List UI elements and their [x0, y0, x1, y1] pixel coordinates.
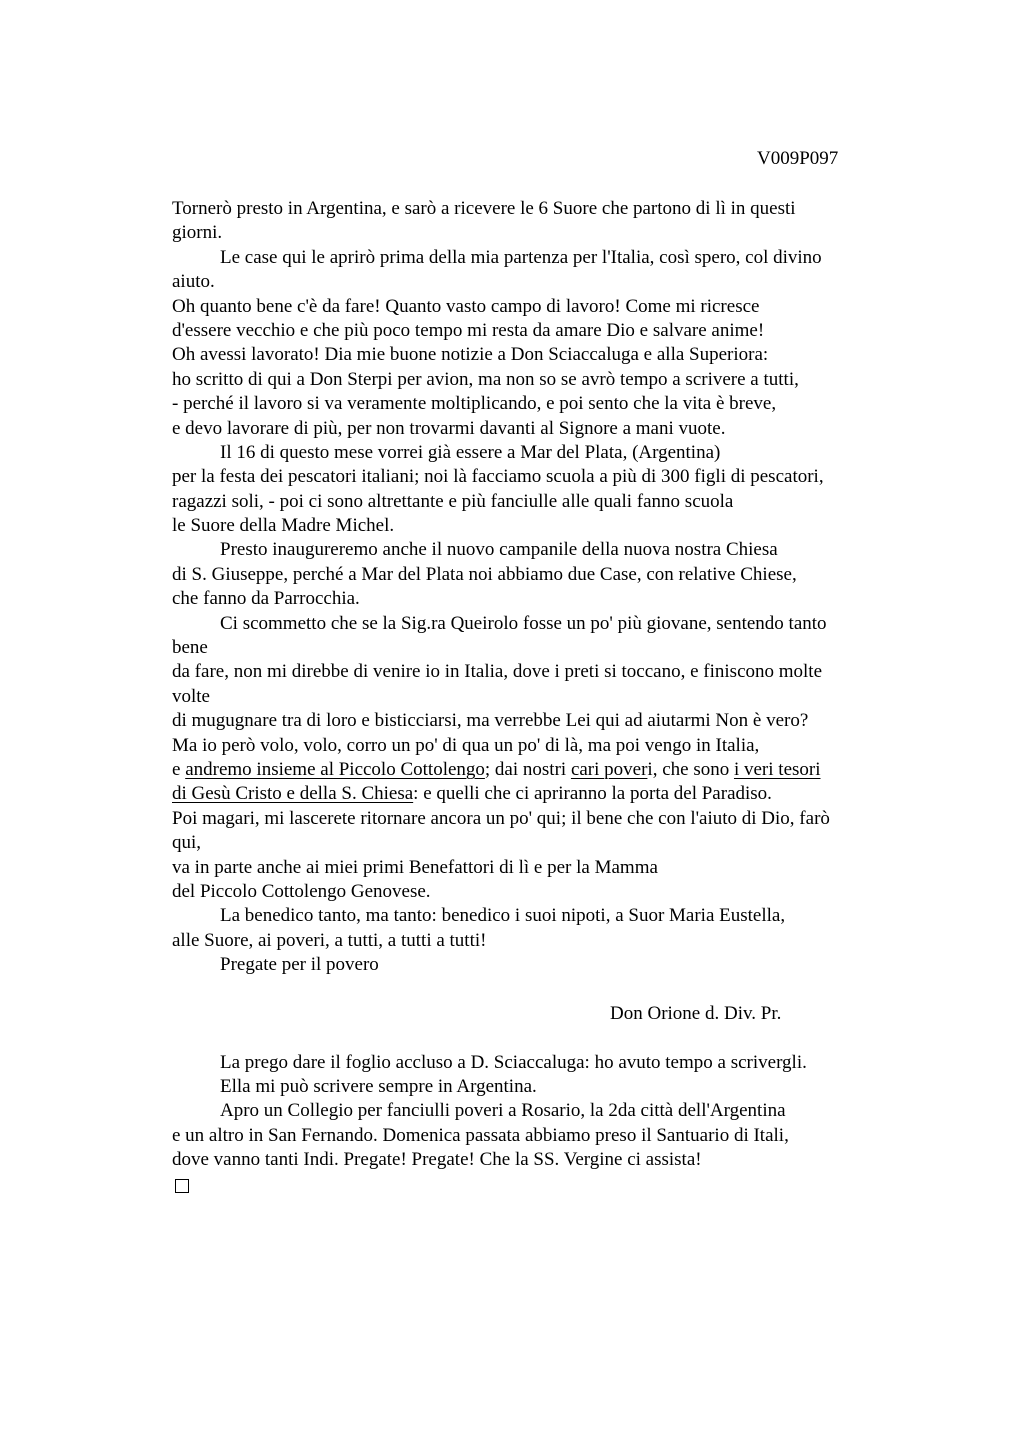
text-line: bene: [172, 637, 208, 659]
text-line: Oh avessi lavorato! Dia mie buone notizie a Don Sciaccaluga e alla Superiora:: [172, 344, 769, 366]
text-line: Ci scommetto che se la Sig.ra Queirolo fosse un po' più giovane, sentendo tanto: [220, 612, 827, 634]
signature: Don Orione d. Div. Pr.: [610, 1002, 782, 1024]
text-line: Oh quanto bene c'è da fare! Quanto vasto campo di lavoro! Come mi ricresce: [172, 295, 760, 317]
underlined-text: andremo insieme al Piccolo Cottolengo: [185, 758, 485, 780]
text-line: volte: [172, 685, 210, 707]
postscript-line: Apro un Collegio per fanciulli poveri a Rosario, la 2da città dell'Argentina: [220, 1100, 786, 1122]
text-line: Tornerò presto in Argentina, e sarò a ricevere le 6 Suore che partono di lì in questi: [172, 198, 796, 219]
text-line: di mugugnare tra di loro e bisticciarsi, ma verrebbe Lei qui ad aiutarmi Non è vero?: [172, 710, 809, 732]
text-line: va in parte anche ai miei primi Benefattori di lì e per la Mamma: [172, 856, 658, 878]
text-line: Pregate per il povero: [220, 954, 379, 976]
text-line: aiuto.: [172, 271, 215, 293]
text-line: La benedico tanto, ma tanto: benedico i suoi nipoti, a Suor Maria Eustella,: [220, 905, 786, 927]
text-line: le Suore della Madre Michel.: [172, 515, 395, 537]
postscript-line: La prego dare il foglio accluso a D. Sciaccaluga: ho avuto tempo a scrivergli.: [220, 1051, 807, 1073]
text-line: ragazzi soli, - poi ci sono altrettante e più fanciulle alle quali fanno scuola: [172, 490, 734, 512]
text-line: per la festa dei pescatori italiani; noi là facciamo scuola a più di 300 figli di pescatori,: [172, 466, 824, 488]
text-line: qui,: [172, 832, 202, 854]
underlined-text: cari pover: [570, 758, 648, 780]
postscript-line: Ella mi può scrivere sempre in Argentina.: [220, 1076, 537, 1098]
text-line: [172, 758, 830, 782]
end-mark-line: [172, 1173, 830, 1197]
text-line: ho scritto di qui a Don Sterpi per avion, ma non so se avrò tempo a scrivere a tutti,: [172, 368, 799, 390]
text-line: Le case qui le aprirò prima della mia partenza per l'Italia, così spero, col divino: [220, 246, 822, 268]
page-code: V009P097: [757, 148, 839, 169]
spacer: [172, 978, 830, 1002]
text-line: del Piccolo Cottolengo Genovese.: [172, 880, 431, 902]
text-line: alle Suore, ai poveri, a tutti, a tutti a tutti!: [172, 929, 487, 951]
text-line: Il 16 di questo mese vorrei già essere a Mar del Plata, (Argentina): [220, 441, 721, 463]
text-line: giorni.: [172, 222, 223, 244]
underlined-text: di Gesù Cristo e della S. Chiesa: [172, 783, 414, 805]
text-line: da fare, non mi direbbe di venire io in Italia, dove i preti si toccano, e finiscono molte: [172, 661, 823, 683]
text-line: che fanno da Parrocchia.: [172, 588, 360, 610]
text-line: e devo lavorare di più, per non trovarmi davanti al Signore a mani vuote.: [172, 417, 726, 439]
text-span: : e quelli che ci apriranno la porta del Paradiso.: [413, 783, 772, 805]
text-line: di S. Giuseppe, perché a Mar del Plata noi abbiamo due Case, con relative Chiese,: [172, 563, 797, 585]
square-box-icon: [175, 1179, 189, 1193]
text-span: ; dai nostri: [484, 758, 571, 780]
text-span: e: [172, 758, 186, 780]
spacer: [172, 1026, 830, 1050]
underlined-text: i veri tesori: [733, 758, 821, 780]
text-line: d'essere vecchio e che più poco tempo mi resta da amare Dio e salvare anime!: [172, 319, 765, 341]
text-line: [172, 782, 830, 806]
text-line: Presto inaugureremo anche il nuovo campanile della nuova nostra Chiesa: [220, 539, 778, 561]
text-line: Ma io però volo, volo, corro un po' di qua un po' di là, ma poi vengo in Italia,: [172, 734, 760, 756]
text-line: - perché il lavoro si va veramente moltiplicando, e poi sento che la vita è breve,: [172, 393, 777, 415]
text-span: i, che sono: [647, 758, 734, 780]
postscript-line: dove vanno tanti Indi. Pregate! Pregate! Che la SS. Vergine ci assista!: [172, 1149, 702, 1171]
postscript-line: e un altro in San Fernando. Domenica passata abbiamo preso il Santuario di Itali,: [172, 1124, 789, 1146]
text-line: Poi magari, mi lascerete ritornare ancora un po' qui; il bene che con l'aiuto di Dio, farò: [172, 807, 830, 829]
letter-body: [172, 197, 830, 1197]
